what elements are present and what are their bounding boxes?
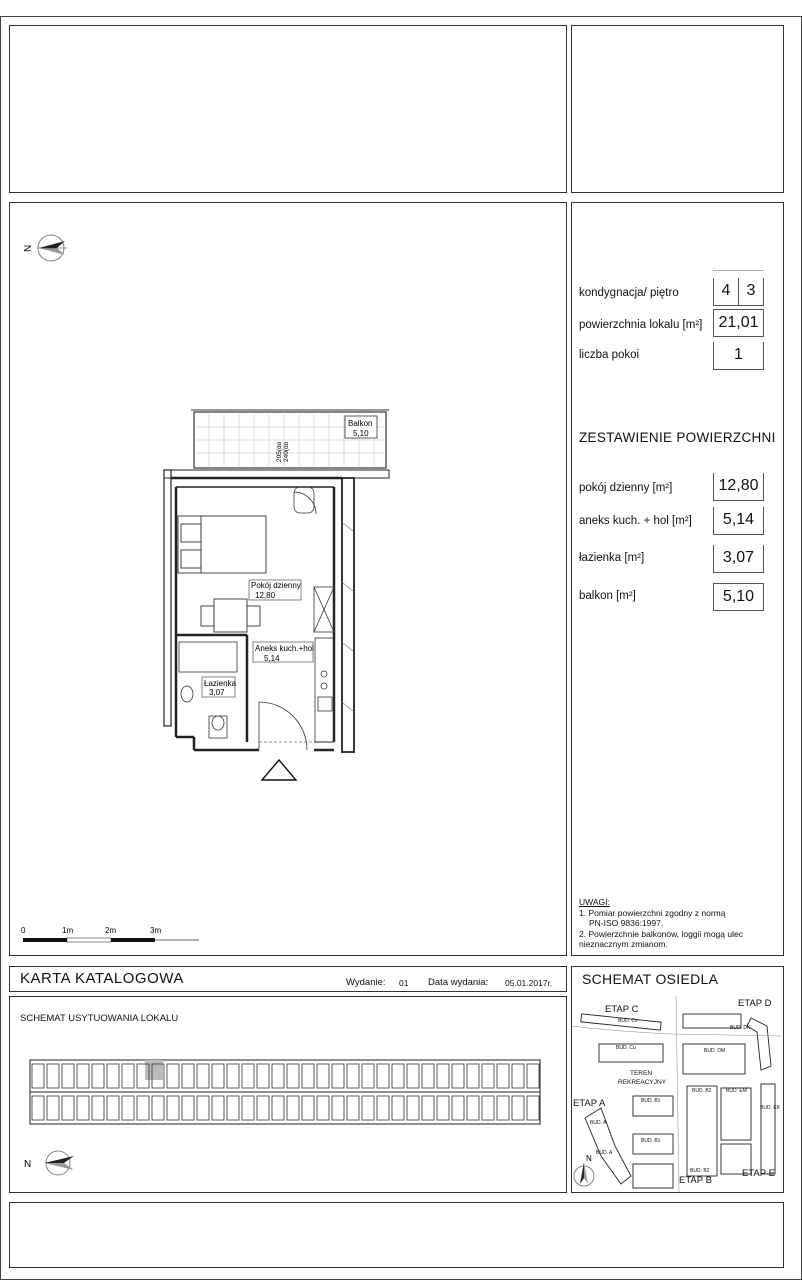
- unit-outline: [62, 1064, 74, 1088]
- unit-outline: [182, 1064, 194, 1088]
- building-label: BUD. Cu: [616, 1045, 636, 1051]
- unit-outline: [152, 1096, 164, 1120]
- unit-outline: [107, 1096, 119, 1120]
- unit-outline: [257, 1096, 269, 1120]
- north-arrow-icon: [23, 235, 67, 261]
- unit-outline: [437, 1064, 449, 1088]
- unit-outline: [242, 1096, 254, 1120]
- notes: [579, 897, 743, 950]
- edition-label: Wydanie:: [346, 977, 386, 988]
- unit-outline: [47, 1096, 59, 1120]
- north-arrow-icon: [572, 1152, 600, 1190]
- stage-label: ETAP D: [738, 998, 772, 1009]
- unit-outline: [482, 1096, 494, 1120]
- building-label: BUD. EM: [726, 1088, 747, 1094]
- wardrobe: [314, 587, 334, 632]
- layout-title: SCHEMAT USYTUOWANIA LOKALU: [20, 1013, 179, 1024]
- estate-map: [571, 996, 784, 1193]
- entrance-arrow-icon: [262, 760, 296, 780]
- notes-line: 2. Powierzchnie balkonów, loggii mogą ulec: [579, 928, 743, 939]
- summary-row-label: balkon [m²]: [579, 590, 636, 602]
- stage-label: ETAP B: [679, 1175, 712, 1186]
- unit-outline: [77, 1064, 89, 1088]
- room-area: 3,07: [209, 688, 225, 697]
- unit-outline: [437, 1096, 449, 1120]
- room-area: 5,10: [353, 429, 369, 438]
- unit-outline: [332, 1064, 344, 1088]
- unit-outline: [212, 1096, 224, 1120]
- unit-outline: [407, 1064, 419, 1088]
- unit-outline: [347, 1096, 359, 1120]
- building-label: BUD. B2: [692, 1088, 712, 1094]
- rooms-value: 1: [713, 342, 764, 370]
- unit-outline: [272, 1064, 284, 1088]
- unit-outline: [482, 1064, 494, 1088]
- unit-outline: [362, 1064, 374, 1088]
- unit-outline: [422, 1096, 434, 1120]
- unit-outline: [32, 1064, 44, 1088]
- north-label: N: [586, 1154, 592, 1163]
- unit-outline: [422, 1064, 434, 1088]
- building-label: BUD. A: [590, 1120, 607, 1126]
- unit-outline: [227, 1096, 239, 1120]
- unit-outline: [362, 1096, 374, 1120]
- summary-row-value: 5,14: [713, 507, 764, 535]
- building-label: BUD. Cs: [618, 1018, 638, 1024]
- scale-label: 3m: [150, 926, 162, 935]
- unit-outline: [392, 1096, 404, 1120]
- edition-value: 01: [399, 978, 409, 988]
- building-label: BUD. B2: [690, 1168, 710, 1174]
- unit-outline: [512, 1064, 524, 1088]
- notes-line: 1. Pomiar powierzchni zgodny z normą: [579, 907, 726, 918]
- walls: [164, 470, 389, 752]
- unit-outline: [257, 1064, 269, 1088]
- unit-outline: [497, 1096, 509, 1120]
- floor-plan: [9, 202, 567, 956]
- notes-title: UWAGI:: [579, 897, 610, 907]
- estate-title: SCHEMAT OSIEDLA: [582, 971, 719, 987]
- rooms-label: liczba pokoi: [579, 349, 640, 361]
- room-name: Balkon: [348, 419, 373, 428]
- unit-outline: [527, 1096, 539, 1120]
- stage-label: ETAP A: [573, 1098, 606, 1109]
- date-label: Data wydania:: [428, 977, 489, 988]
- room-area: 5,14: [264, 654, 280, 663]
- unit-outline: [452, 1064, 464, 1088]
- top-left-panel: [9, 25, 567, 193]
- scale-label: 2m: [105, 926, 117, 935]
- room-name: Aneks kuch.+hol: [255, 644, 314, 653]
- building-label: BUD. DK: [730, 1025, 751, 1031]
- building-label: BUD. B1: [641, 1138, 661, 1144]
- unit-outline: [377, 1096, 389, 1120]
- north-label: N: [23, 244, 34, 252]
- notes-line: nieznacznym zmianom.: [579, 939, 668, 949]
- unit-outline: [122, 1064, 134, 1088]
- stage-label: ETAP E: [742, 1168, 775, 1179]
- floor-label: kondygnacja/ piętro: [579, 287, 679, 299]
- height-label: 240(do: [283, 441, 290, 462]
- unit-outline: [272, 1096, 284, 1120]
- floor-value-1: 4: [713, 278, 739, 306]
- unit-outline: [227, 1064, 239, 1088]
- area-label: powierzchnia lokalu [m²]: [579, 319, 703, 331]
- summary-heading: ZESTAWIENIE POWIERZCHNI: [579, 430, 776, 445]
- summary-row-label: aneks kuch. + hol [m²]: [579, 515, 692, 527]
- notes-line: PN-ISO 9836:1997.: [589, 918, 664, 928]
- unit-outline: [287, 1096, 299, 1120]
- unit-outline: [302, 1096, 314, 1120]
- recreation-label: REKREACYJNY: [618, 1079, 667, 1086]
- summary-row-label: pokój dzienny [m²]: [579, 482, 673, 494]
- room-name: Łazienka: [204, 679, 237, 688]
- unit-outline: [317, 1096, 329, 1120]
- unit-outline: [452, 1096, 464, 1120]
- scale-label: 0: [21, 926, 26, 935]
- building-label: BUD. A: [596, 1150, 613, 1156]
- bed: [178, 516, 266, 573]
- unit-outline: [407, 1096, 419, 1120]
- room-name: Pokój dzienny: [251, 581, 301, 590]
- unit-outline: [317, 1064, 329, 1088]
- scale-bar: [21, 926, 199, 942]
- summary-row-value: 12,80: [713, 473, 764, 501]
- unit-outline: [242, 1064, 254, 1088]
- unit-outline: [287, 1064, 299, 1088]
- unit-outline: [392, 1064, 404, 1088]
- unit-outline: [47, 1064, 59, 1088]
- unit-outline: [107, 1064, 119, 1088]
- unit-outline: [77, 1096, 89, 1120]
- unit-outline: [62, 1096, 74, 1120]
- unit-outline: [302, 1064, 314, 1088]
- floor-value-2: 3: [739, 278, 764, 306]
- unit-outline: [92, 1096, 104, 1120]
- unit-outline: [467, 1064, 479, 1088]
- building-layout: [20, 1050, 550, 1130]
- unit-outline: [497, 1064, 509, 1088]
- unit-outline: [92, 1064, 104, 1088]
- unit-outline: [332, 1096, 344, 1120]
- north-label: N: [24, 1159, 32, 1170]
- unit-outline: [137, 1096, 149, 1120]
- table: [201, 599, 260, 632]
- date-value: 05.01.2017r.: [505, 978, 553, 988]
- unit-outline: [467, 1096, 479, 1120]
- unit-outline: [347, 1064, 359, 1088]
- unit-outline: [182, 1096, 194, 1120]
- unit-outline: [122, 1096, 134, 1120]
- area-value: 21,01: [713, 309, 764, 337]
- bottom-panel: [9, 1202, 784, 1268]
- unit-outline: [197, 1064, 209, 1088]
- summary-row-value: 5,10: [713, 583, 764, 611]
- room-area: 12,80: [255, 591, 276, 600]
- floor-separator: [713, 270, 764, 271]
- scale-label: 1m: [62, 926, 74, 935]
- unit-outline: [212, 1064, 224, 1088]
- kitchenette: [315, 638, 334, 742]
- top-right-panel: [571, 25, 784, 193]
- unit-outline: [377, 1064, 389, 1088]
- summary-row-label: łazienka [m²]: [579, 552, 645, 564]
- building-label: BUD. DM: [704, 1048, 726, 1054]
- unit-outline: [527, 1064, 539, 1088]
- north-arrow-icon: [20, 1148, 80, 1178]
- recreation-label: TEREN: [630, 1070, 653, 1077]
- building-label: BUD. EK: [760, 1105, 781, 1111]
- unit-outline: [512, 1096, 524, 1120]
- unit-outline: [197, 1096, 209, 1120]
- unit-outline: [167, 1064, 179, 1088]
- unit-outline: [32, 1096, 44, 1120]
- building-label: BUD. B1: [641, 1098, 661, 1104]
- unit-outline: [167, 1096, 179, 1120]
- stage-label: ETAP C: [605, 1004, 639, 1015]
- card-title: KARTA KATALOGOWA: [20, 970, 184, 987]
- summary-row-value: 3,07: [713, 545, 764, 573]
- height-label: 205(do: [276, 441, 283, 462]
